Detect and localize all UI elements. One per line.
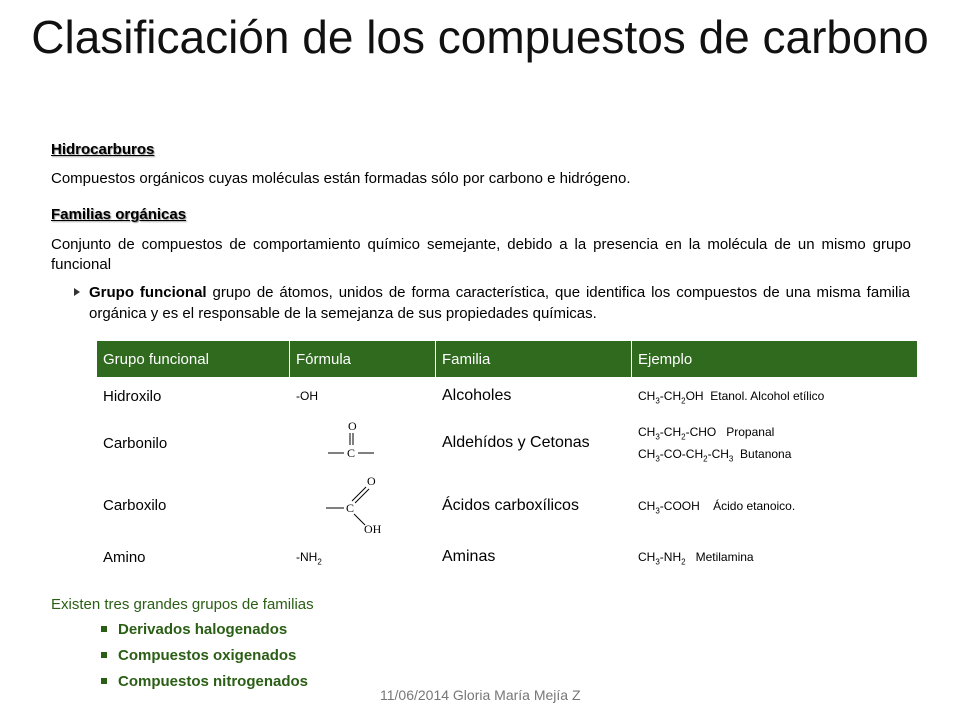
cell-ejemplo: $CH_3$-COOH Ácido etanoico. (632, 472, 918, 540)
table-row (97, 472, 918, 540)
table-row (97, 540, 918, 575)
footer-text: 11/06/2014 Gloria María Mejía Z (380, 687, 581, 703)
svg-text:O: O (367, 473, 376, 488)
table-row (97, 378, 918, 415)
table-header-row (97, 341, 918, 378)
grupo-funcional-text: grupo de átomos, unidos de forma característica, que identifica los compuestos de una misma familia orgánica y es el responsable de la semejanza de sus propiedades químicas. (89, 284, 910, 322)
header-formula: Fórmula (290, 341, 436, 378)
cell-grupo: Carboxilo (97, 472, 290, 540)
existen-text: Existen tres grandes grupos de familias (51, 596, 314, 613)
cell-grupo: Hidroxilo (97, 378, 290, 415)
cell-formula (290, 415, 436, 472)
slide-title: Clasificación de los compuestos de carbono (31, 11, 929, 63)
square-bullet-icon (101, 678, 107, 684)
svg-text:C: C (347, 446, 356, 460)
cell-ejemplo: $CH_3-CH_2$-CHO Propanal $CH_3-CO-CH_2-CH_3$ Butanona (632, 415, 918, 472)
svg-text:O: O (348, 419, 357, 433)
list-item (101, 672, 308, 698)
cell-familia: Alcoholes (436, 378, 632, 415)
cell-ejemplo: $CH_3-CH_2OH$ Etanol. Alcohol etílico (632, 378, 918, 415)
families-list (101, 620, 308, 698)
square-bullet-icon (101, 652, 107, 658)
list-item (101, 620, 308, 646)
svg-text:OH: OH (364, 521, 382, 535)
carbonyl-structure-icon (296, 416, 416, 466)
svg-text:C: C (346, 500, 355, 515)
familias-text: Conjunto de compuestos de comportamiento químico semejante, debido a la presencia en la molécula de un mismo grupo funcional (51, 236, 911, 273)
header-ejemplo: Ejemplo (632, 341, 918, 378)
list-item-label: Compuestos oxigenados (118, 647, 297, 664)
table-row (97, 415, 918, 472)
cell-formula: -OH (290, 378, 436, 415)
cell-familia: Aldehídos y Cetonas (436, 415, 632, 472)
hidrocarburos-heading: Hidrocarburos (51, 141, 155, 158)
familias-heading: Familias orgánicas (51, 206, 187, 223)
cell-formula (290, 472, 436, 540)
list-item (101, 646, 308, 672)
grupo-funcional-bullet (74, 282, 910, 324)
cell-familia: Ácidos carboxílicos (436, 472, 632, 540)
cell-grupo: Amino (97, 540, 290, 575)
cell-familia: Aminas (436, 540, 632, 575)
grupo-funcional-definition (89, 282, 910, 324)
functional-groups-table (96, 340, 918, 575)
cell-formula: $-NH_2$ (290, 540, 436, 575)
cell-grupo: Carbonilo (97, 415, 290, 472)
list-item-label: Compuestos nitrogenados (118, 673, 309, 690)
triangle-bullet-icon (74, 288, 80, 296)
square-bullet-icon (101, 626, 107, 632)
header-familia: Familia (436, 341, 632, 378)
list-item-label: Derivados halogenados (118, 621, 288, 638)
carboxyl-structure-icon (296, 473, 416, 535)
cell-ejemplo: $CH_3-NH_2$ Metilamina (632, 540, 918, 575)
header-grupo: Grupo funcional (97, 341, 290, 378)
grupo-funcional-term: Grupo funcional (89, 284, 207, 301)
hidrocarburos-text: Compuestos orgánicos cuyas moléculas están formadas sólo por carbono e hidrógeno. (51, 170, 631, 187)
